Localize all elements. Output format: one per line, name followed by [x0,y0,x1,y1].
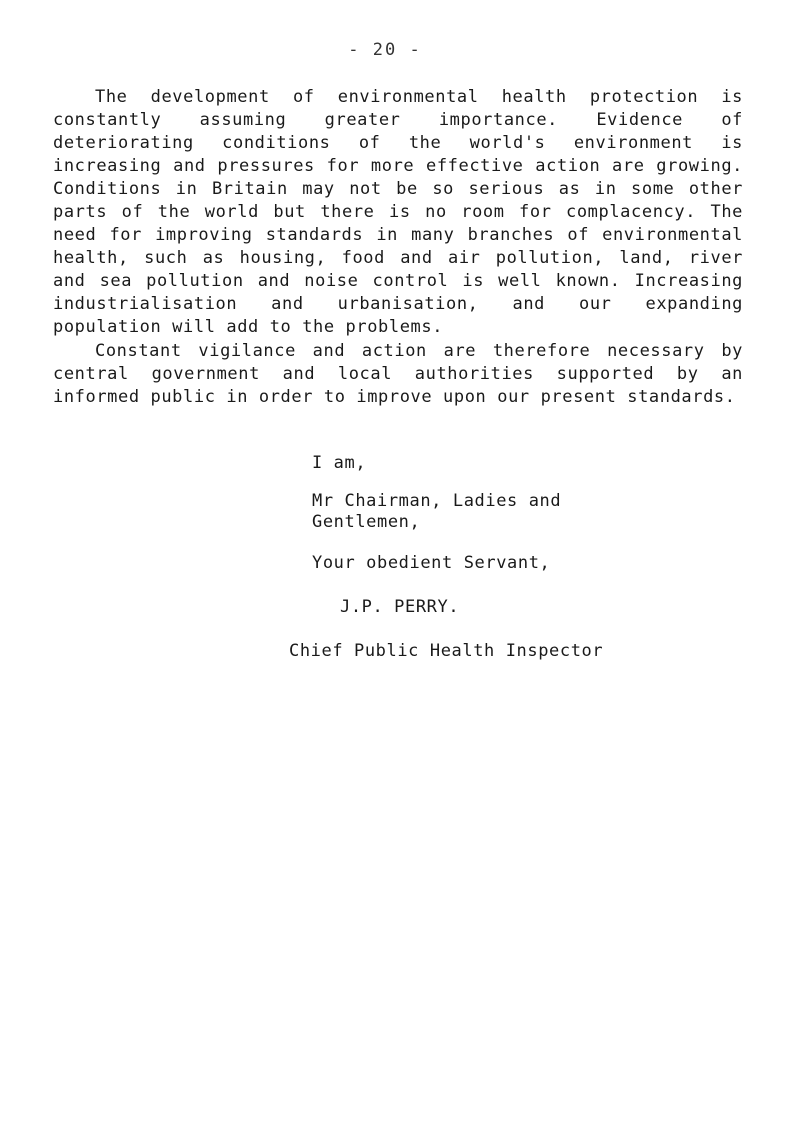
body-paragraph-2 [53,340,743,409]
closing-salutation-line-2: Gentlemen, [312,512,421,532]
signatory-title: Chief Public Health Inspector [289,641,604,661]
closing-i-am: I am, [312,453,367,473]
closing-valediction: Your obedient Servant, [312,553,551,573]
paragraph-1-text: The development of environmental health protection is constantly assuming greater importance. Evidence of deteriorating conditions of the world's environment is increasing and pressures for more effective action are growing. Conditions in Britain may not be so serious as in some other parts of the world but there is no room for complacency. The need for improving standards in many branches of environmental health, such as housing, food and air pollution, land, river and sea pollution and noise control is well known. Increasing industrialisation and urbanisation, and our expanding population will add to the problems. [53,87,743,337]
body-paragraph-1 [53,86,743,339]
paragraph-2-text: Constant vigilance and action are therefore necessary by central government and local authorities supported by an informed public in order to improve upon our present standards. [53,341,743,407]
signatory-name: J.P. PERRY. [340,597,460,617]
closing-salutation-line-1: Mr Chairman, Ladies and [312,491,562,511]
page-number: - 20 - [348,40,422,60]
